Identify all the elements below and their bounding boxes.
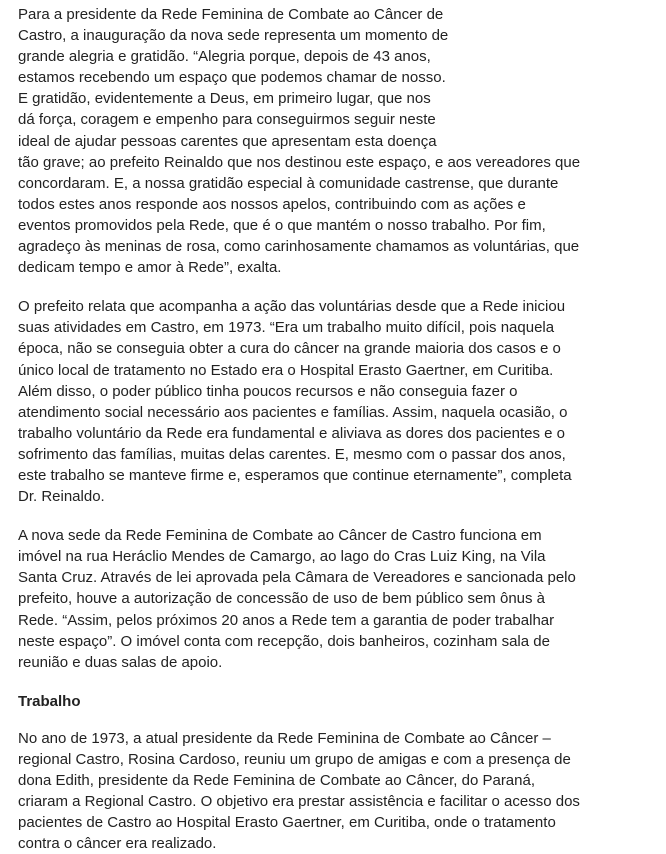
text-line: Santa Cruz. Através de lei aprovada pela Câmara de Vereadores e sancionada pelo: [18, 569, 576, 587]
text-line: criaram a Regional Castro. O objetivo era prestar assistência e facilitar o acesso dos: [18, 793, 580, 811]
text-line: ideal de ajudar pessoas carentes que apresentam esta doença: [18, 132, 437, 150]
paragraph-history: [18, 728, 658, 854]
text-line: tão grave; ao prefeito Reinaldo que nos destinou este espaço, e aos vereadores que: [18, 153, 581, 171]
text-line: pacientes de Castro ao Hospital Erasto Gaertner, em Curitiba, onde o tratamento: [18, 814, 556, 832]
text-line: regional Castro, Rosina Cardoso, reuniu um grupo de amigas e com a presença de: [18, 750, 571, 768]
text-line: A nova sede da Rede Feminina de Combate ao Câncer de Castro funciona em: [18, 527, 542, 545]
text-line: dona Edith, presidente da Rede Feminina de Combate ao Câncer, do Paraná,: [18, 772, 536, 789]
text-line: dá força, coragem e empenho para conseguirmos seguir neste: [18, 111, 436, 129]
text-line: época, não se conseguia obter a cura do câncer na grande maioria dos casos e o: [18, 340, 561, 358]
text-line: Dr. Reinaldo.: [18, 488, 105, 506]
text-line: atendimento social necessário aos pacientes e famílias. Assim, naquela ocasião, o: [18, 403, 568, 421]
text-line: este trabalho se manteve firme e, esperamos que continue eternamente”, completa: [18, 466, 572, 484]
text-line: grande alegria e gratidão. “Alegria porque, depois de 43 anos,: [18, 48, 431, 66]
text-line: E gratidão, evidentemente a Deus, em primeiro lugar, que nos: [18, 90, 431, 108]
text-line: Além disso, o poder público tinha poucos recursos e não conseguia fazer o: [18, 382, 518, 400]
text-line: agradeço às meninas de rosa, como carinhosamente chamamos as voluntárias, que: [18, 238, 580, 256]
text-line: dedicam tempo e amor à Rede”, exalta.: [18, 259, 282, 277]
text-line: Rede. “Assim, pelos próximos 20 anos a Rede tem a garantia de poder trabalhar: [18, 611, 555, 629]
text-line: prefeito, houve a autorização de concessão de uso de bem público sem ônus à: [18, 590, 546, 608]
text-line: O prefeito relata que acompanha a ação das voluntárias desde que a Rede iniciou: [18, 298, 566, 316]
text-line: estamos recebendo um espaço que podemos chamar de nosso.: [18, 69, 446, 87]
text-line: Castro, a inauguração da nova sede representa um momento de: [18, 27, 449, 45]
text-line: único local de tratamento no Estado era o Hospital Erasto Gaertner, em Curitiba.: [18, 361, 554, 379]
text-line: trabalho voluntário da Rede era fundamental e aliviava as dores dos pacientes e o: [18, 424, 566, 442]
text-line: sofrimento das famílias, muitas delas carentes. E, mesmo com o passar dos anos,: [18, 445, 566, 463]
paragraph-new-headquarters: [18, 525, 658, 673]
text-line: reunião e duas salas de apoio.: [18, 653, 223, 671]
text-line: eventos promovidos pela Rede, que é o que mantém o nosso trabalho. Por fim,: [18, 216, 546, 234]
text-line: neste espaço”. O imóvel conta com recepção, dois banheiros, cozinham sala de: [18, 632, 550, 650]
text-line: concordaram. E, a nossa gratidão especial à comunidade castrense, que durante: [18, 174, 559, 192]
paragraph-mayor-account: [18, 296, 658, 507]
text-line: todos estes anos responde aos nossos apelos, contribuindo com as ações e: [18, 195, 526, 213]
text-line: imóvel na rua Heráclio Mendes de Camargo, ao lago do Cras Luiz King, na Vila: [18, 548, 546, 566]
text-line: No ano de 1973, a atual presidente da Rede Feminina de Combate ao Câncer –: [18, 729, 551, 747]
text-line: Para a presidente da Rede Feminina de Combate ao Câncer de: [18, 6, 444, 23]
text-line: contra o câncer era realizado.: [18, 835, 217, 853]
text-line: suas atividades em Castro, em 1973. “Era um trabalho muito difícil, pois naquela: [18, 319, 555, 337]
paragraph-president-quote: [18, 4, 658, 278]
section-heading: Trabalho: [18, 692, 81, 710]
